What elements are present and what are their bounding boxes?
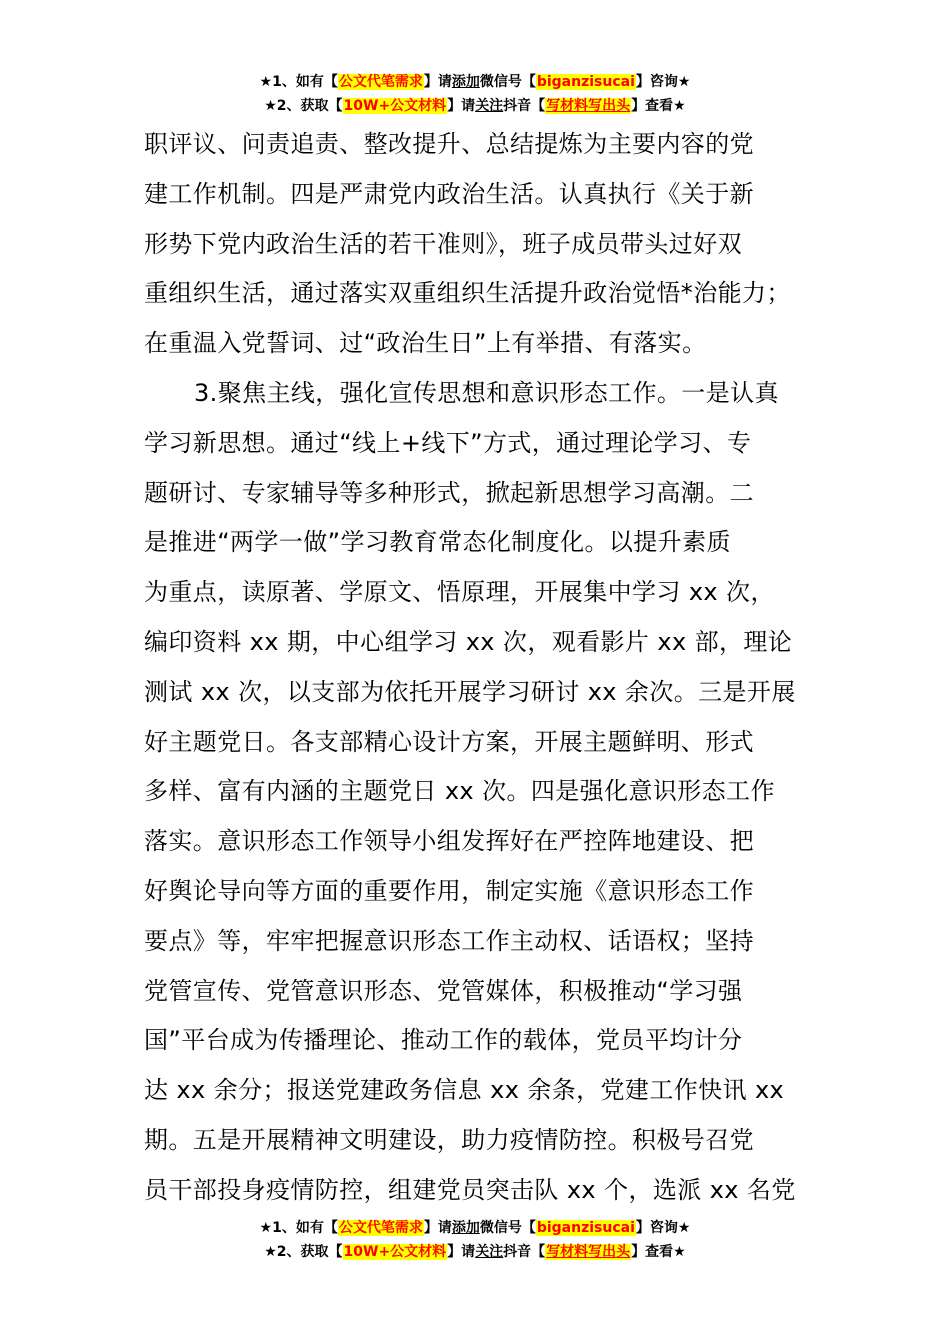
promo-text-underlined: 关注 [475, 98, 504, 114]
promo-text: ★2、获取【 [264, 98, 343, 114]
promo-text: ★1、如有【 [259, 1220, 338, 1236]
promo-line-2 [0, 94, 950, 118]
body-line: 为重点，读原著、学原文、悟原理，开展集中学习 xx 次， [144, 578, 775, 607]
body-line: 党管宣传、党管意识形态、党管媒体，积极推动“学习强 [144, 976, 743, 1005]
header-promo-banner [0, 70, 950, 118]
promo-text: 】查看★ [631, 98, 686, 114]
promo-text-underlined: 添加 [451, 74, 480, 90]
promo-line-1 [0, 1216, 950, 1240]
body-line: 好舆论导向等方面的重要作用，制定实施《意识形态工作 [144, 876, 754, 905]
body-line: 多样、富有内涵的主题党日 xx 次。四是强化意识形态工作 [144, 777, 775, 806]
promo-text: 微信号【 [479, 1220, 536, 1236]
body-line: 题研讨、专家辅导等多种形式，掀起新思想学习高潮。二 [144, 478, 754, 507]
promo-text: ★1、如有【 [259, 74, 338, 90]
footer-promo-banner [0, 1216, 950, 1264]
highlight-service: 公文代笔需求 [338, 74, 423, 90]
promo-text: 抖音【 [503, 1244, 546, 1260]
body-line: 好主题党日。各支部精心设计方案，开展主题鲜明、形式 [144, 727, 754, 756]
body-line: 期。五是开展精神文明建设，助力疫情防控。积极号召党 [144, 1125, 754, 1154]
promo-text: 微信号【 [479, 74, 536, 90]
highlight-materials: 10W+公文材料 [343, 98, 447, 114]
promo-line-1 [0, 70, 950, 94]
body-line: 编印资料 xx 期，中心组学习 xx 次，观看影片 xx 部，理论 [144, 627, 793, 656]
body-line: 学习新思想。通过“线上+线下”方式，通过理论学习、专 [144, 428, 752, 457]
body-line: 国”平台成为传播理论、推动工作的载体，党员平均计分 [144, 1026, 743, 1055]
body-line: 重组织生活，通过落实双重组织生活提升政治觉悟*治能力； [144, 279, 791, 308]
highlight-wechat-id: biganzisucai [536, 74, 635, 90]
promo-text: ★2、获取【 [264, 1244, 343, 1260]
promo-text: 】咨询★ [635, 74, 691, 90]
promo-text-underlined: 添加 [451, 1220, 480, 1236]
body-line: 在重温入党誓词、过“政治生日”上有举措、有落实。 [144, 329, 707, 358]
highlight-service: 公文代笔需求 [338, 1220, 423, 1236]
body-line: 要点》等，牢牢把握意识形态工作主动权、话语权；坚持 [144, 926, 754, 955]
body-line: 建工作机制。四是严肃党内政治生活。认真执行《关于新 [144, 179, 754, 208]
promo-text: 】咨询★ [635, 1220, 691, 1236]
body-line: 员干部投身疫情防控，组建党员突击队 xx 个，选派 xx 名党 [144, 1175, 796, 1204]
body-line: 形势下党内政治生活的若干准则》，班子成员带头过好双 [144, 229, 742, 258]
highlight-materials: 10W+公文材料 [343, 1244, 447, 1260]
body-line: 是推进“两学一做”学习教育常态化制度化。以提升素质 [144, 528, 731, 557]
section-heading-line: 3.聚焦主线，强化宣传思想和意识形态工作。一是认真 [194, 378, 779, 407]
promo-text: 】请 [423, 1220, 452, 1236]
highlight-douyin-account: 写材料写出头 [546, 1244, 631, 1260]
promo-text-underlined: 关注 [475, 1244, 504, 1260]
promo-line-2 [0, 1240, 950, 1264]
body-line: 测试 xx 次，以支部为依托开展学习研讨 xx 余次。三是开展 [144, 677, 796, 706]
body-line: 落实。意识形态工作领导小组发挥好在严控阵地建设、把 [144, 827, 754, 856]
body-line: 达 xx 余分；报送党建政务信息 xx 余条，党建工作快讯 xx [144, 1076, 785, 1105]
body-line: 职评议、问责追责、整改提升、总结提炼为主要内容的党 [144, 130, 754, 158]
promo-text: 】请 [423, 74, 452, 90]
promo-text: 】查看★ [631, 1244, 686, 1260]
promo-text: 抖音【 [503, 98, 546, 114]
promo-text: 】请 [447, 98, 476, 114]
document-body [144, 120, 824, 1216]
highlight-douyin-account: 写材料写出头 [546, 98, 631, 114]
promo-text: 】请 [447, 1244, 476, 1260]
highlight-wechat-id: biganzisucai [536, 1220, 635, 1236]
